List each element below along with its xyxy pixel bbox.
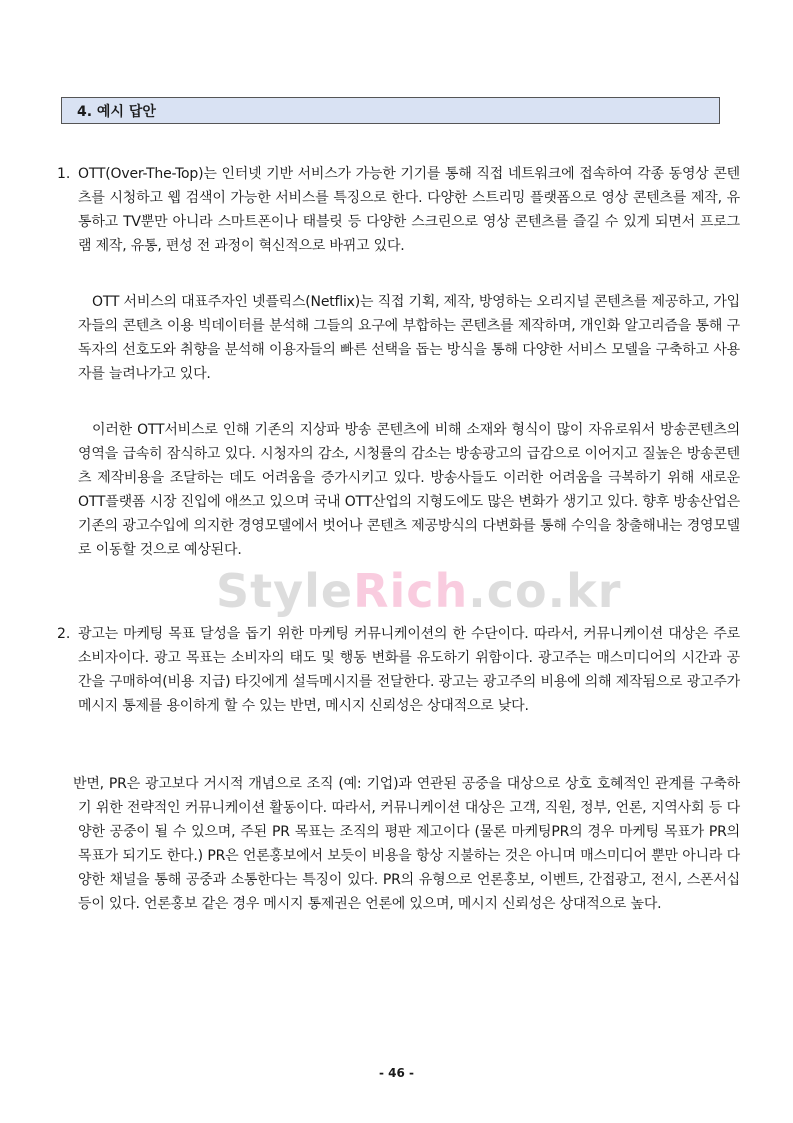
- item-number-1: 1.: [57, 166, 71, 182]
- page-number: - 46 -: [378, 1066, 414, 1080]
- watermark-logo: [216, 564, 621, 618]
- watermark-part-2: Rich: [353, 564, 469, 618]
- item-2-paragraph-1: 광고는 마케팅 목표 달성을 돕기 위한 마케팅 커뮤니케이션의 한 수단이다. 따라서, 커뮤니케이션 대상은 주로 소비자이다. 광고 목표는 소비자의 태도 및 행동 변화를 유도하기 위함이다. 광고주는 매스미디어의 시간과 공간을 구매하여(비용 지급) 타깃에게 설득메시지를 전달한다. 광고는 광고주의 비용에 의해 제작됨으로 광고주가 메시지 통제를 용이하게 할 수 있는 반면, 메시지 신뢰성은 상대적으로 낮다.: [78, 626, 740, 714]
- item-1-paragraph-1: OTT(Over-The-Top)는 인터넷 기반 서비스가 가능한 기기를 통해 직접 네트워크에 접속하여 각종 동영상 콘텐츠를 시청하고 웹 검색이 가능한 서비스를 특징으로 한다. 다양한 스트리밍 플랫폼으로 영상 콘텐츠를 제작, 유통하고 TV뿐만 아니라 스마트폰이나 태블릿 등 다양한 스크린으로 영상 콘텐츠를 즐길 수 있게 되면서 프로그램 제작, 유통, 편성 전 과정이 혁신적으로 바뀌고 있다.: [78, 166, 740, 254]
- section-header: [61, 97, 720, 124]
- section-title: 4. 예시 답안: [77, 103, 156, 120]
- watermark-part-3: .co.kr: [468, 564, 622, 618]
- item-number-2: 2.: [57, 626, 71, 642]
- watermark-part-1: Style: [216, 564, 354, 618]
- item-1-paragraph-2: OTT 서비스의 대표주자인 넷플릭스(Netflix)는 직접 기획, 제작, 방영하는 오리지널 콘텐츠를 제공하고, 가입자들의 콘텐츠 이용 빅데이터를 분석해 그들의 요구에 부합하는 콘텐츠를 제작하며, 개인화 알고리즘을 통해 구독자의 선호도와 취향을 분석해 이용자들의 빠른 선택을 돕는 방식을 통해 다양한 서비스 모델을 구축하고 사용자를 늘려나가고 있다.: [78, 294, 740, 382]
- item-2-paragraph-2: 반면, PR은 광고보다 거시적 개념으로 조직 (예: 기업)과 연관된 공중을 대상으로 상호 호혜적인 관계를 구축하기 위한 전략적인 커뮤니케이션 활동이다. 따라서, 커뮤니케이션 대상은 고객, 직원, 정부, 언론, 지역사회 등 다양한 공중이 될 수 있으며, 주된 PR 목표는 조직의 평판 제고이다 (물론 마케팅PR의 경우 마케팅 목표가 PR의 목표가 되기도 한다.) PR은 언론홍보에서 보듯이 비용을 항상 지불하는 것은 아니며 매스미디어 뿐만 아니라 다양한 채널을 통해 공중과 소통한다는 특징이 있다. PR의 유형으로 언론홍보, 이벤트, 간접광고, 전시, 스폰서십 등이 있다. 언론홍보 같은 경우 메시지 통제권은 언론에 있으며, 메시지 신뢰성은 상대적으로 높다.: [73, 776, 740, 912]
- item-1-paragraph-3: 이러한 OTT서비스로 인해 기존의 지상파 방송 콘텐츠에 비해 소재와 형식이 많이 자유로워서 방송콘텐츠의 영역을 급속히 잠식하고 있다. 시청자의 감소, 시청률의 감소는 방송광고의 급감으로 이어지고 질높은 방송콘텐츠 제작비용을 조달하는 데도 어려움을 증가시키고 있다. 방송사들도 이러한 어려움을 극복하기 위해 새로운 OTT플랫폼 시장 진입에 애쓰고 있으며 국내 OTT산업의 지형도에도 많은 변화가 생기고 있다. 향후 방송산업은 기존의 광고수입에 의지한 경영모델에서 벗어나 콘텐츠 제공방식의 다변화를 통해 수익을 창출해내는 경영모델로 이동할 것으로 예상된다.: [78, 422, 740, 558]
